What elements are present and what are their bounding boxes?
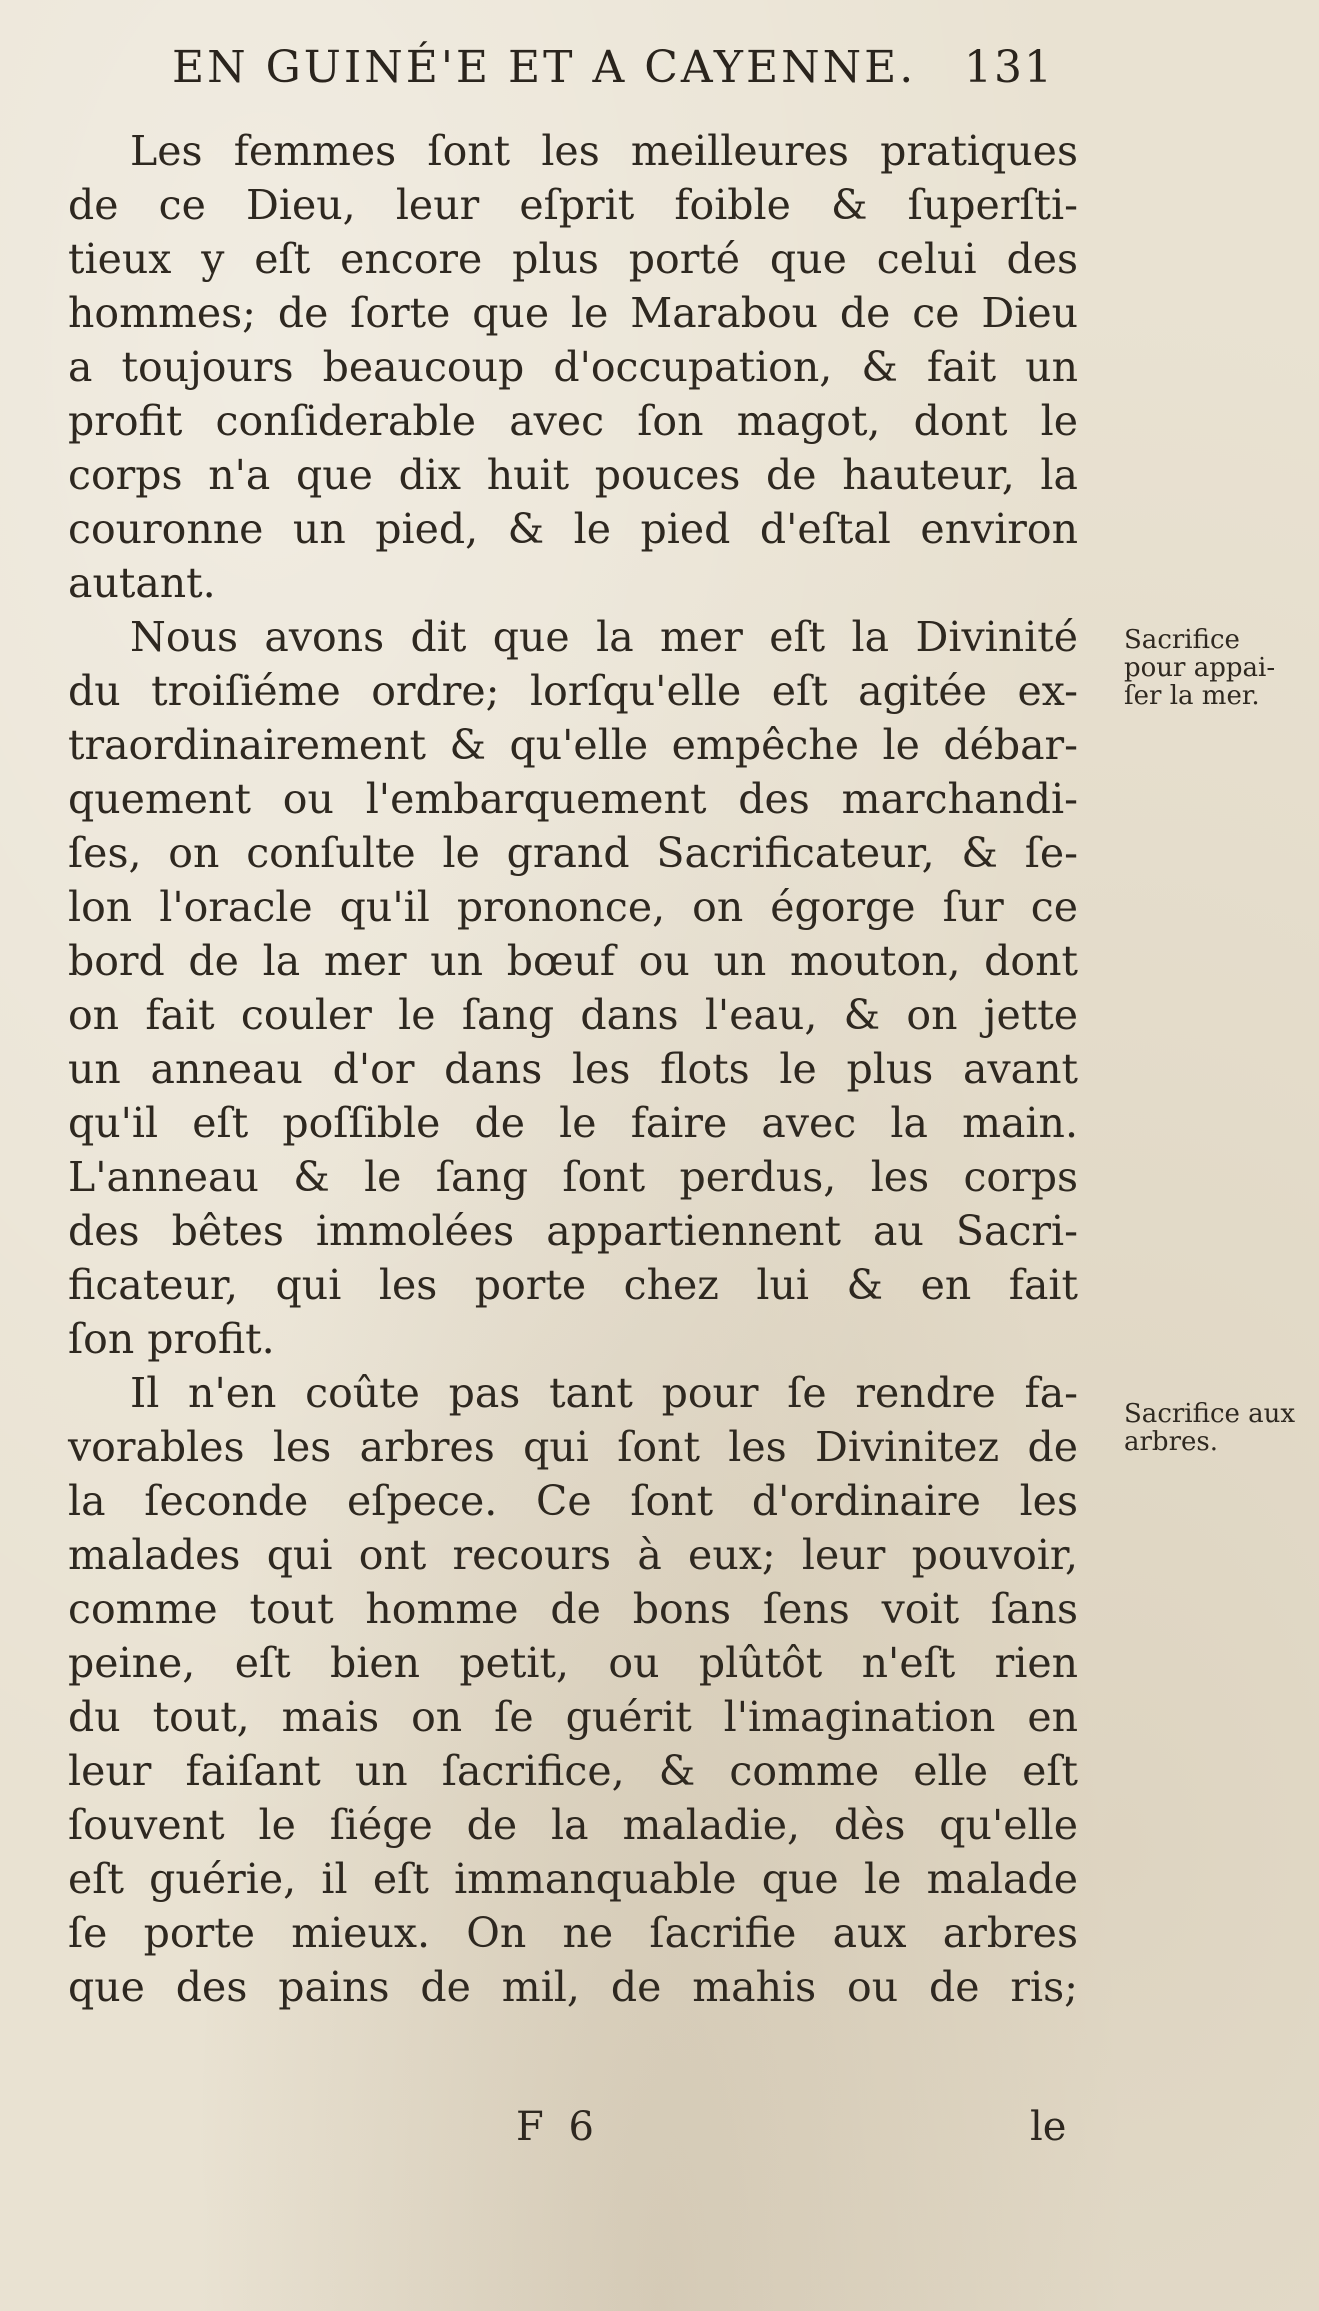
margin-note-sacrifice-sea	[1124, 626, 1309, 710]
text-line: ſouvent le ſiége de la maladie, dès qu'elle	[68, 1801, 1078, 1849]
text-line: ſon profit.	[68, 1315, 275, 1363]
text-line: un anneau d'or dans les flots le plus avant	[68, 1045, 1078, 1093]
text-line: la ſeconde eſpece. Ce ſont d'ordinaire les	[68, 1477, 1078, 1525]
margin-note-line: ſer la mer.	[1124, 681, 1260, 711]
text-line: peine, eſt bien petit, ou plûtôt n'eſt rien	[68, 1639, 1078, 1687]
page-number: 131	[964, 42, 1054, 93]
margin-note-line: arbres.	[1124, 1427, 1218, 1457]
text-line: a toujours beaucoup d'occupation, & fait un	[68, 343, 1078, 391]
text-line: du troiſiéme ordre; lorſqu'elle eſt agitée ex-	[68, 667, 1078, 715]
text-line: Il n'en coûte pas tant pour ſe rendre fa-	[130, 1369, 1078, 1417]
margin-note-sacrifice-trees	[1124, 1400, 1309, 1456]
text-line: tieux y eſt encore plus porté que celui des	[68, 235, 1078, 283]
text-line: on fait couler le ſang dans l'eau, & on jette	[68, 991, 1078, 1039]
page-footer	[0, 2104, 1319, 2160]
text-line: ficateur, qui les porte chez lui & en fait	[68, 1261, 1078, 1309]
text-line: traordinairement & qu'elle empêche le débar-	[68, 721, 1078, 769]
text-line: couronne un pied, & le pied d'eſtal environ	[68, 505, 1078, 553]
text-line: du tout, mais on ſe guérit l'imagination en	[68, 1693, 1078, 1741]
text-line: comme tout homme de bons ſens voit ſans	[68, 1585, 1078, 1633]
text-line: autant.	[68, 559, 216, 607]
text-line: des bêtes immolées appartiennent au Sacri-	[68, 1207, 1078, 1255]
text-line: ſes, on conſulte le grand Sacrificateur, & ſe-	[68, 829, 1078, 877]
margin-note-line: Sacrifice aux	[1124, 1399, 1296, 1429]
margin-note-line: Sacrifice	[1124, 625, 1240, 655]
text-line: ſe porte mieux. On ne ſacrifie aux arbres	[68, 1909, 1078, 1957]
text-line: hommes; de ſorte que le Marabou de ce Dieu	[68, 289, 1078, 337]
text-line: eſt guérie, il eſt immanquable que le malade	[68, 1855, 1078, 1903]
margin-note-line: pour appai-	[1124, 653, 1276, 683]
signature-mark: F 6	[516, 2104, 600, 2150]
text-line: Les femmes ſont les meilleures pratiques	[130, 127, 1078, 175]
text-line: leur faiſant un ſacrifice, & comme elle eſt	[68, 1747, 1078, 1795]
text-line: bord de la mer un bœuf ou un mouton, dont	[68, 937, 1078, 985]
text-line: Nous avons dit que la mer eſt la Divinité	[130, 613, 1078, 661]
text-line: L'anneau & le ſang ſont perdus, les corps	[68, 1153, 1078, 1201]
text-line: de ce Dieu, leur eſprit foible & ſuperſti-	[68, 181, 1078, 229]
running-head: EN GUINÉ'E ET A CAYENNE.	[172, 42, 917, 93]
text-line: corps n'a que dix huit pouces de hauteur, la	[68, 451, 1078, 499]
text-line: que des pains de mil, de mahis ou de ris;	[68, 1963, 1078, 2011]
text-line: malades qui ont recours à eux; leur pouvoir,	[68, 1531, 1078, 1579]
text-line: qu'il eſt poſſible de le faire avec la main.	[68, 1099, 1078, 1147]
text-line: lon l'oracle qu'il prononce, on égorge ſur ce	[68, 883, 1078, 931]
catchword: le	[1030, 2104, 1067, 2150]
text-line: vorables les arbres qui ſont les Divinitez de	[68, 1423, 1078, 1471]
text-line: quement ou l'embarquement des marchandi-	[68, 775, 1078, 823]
text-line: profit conſiderable avec ſon magot, dont le	[68, 397, 1078, 445]
